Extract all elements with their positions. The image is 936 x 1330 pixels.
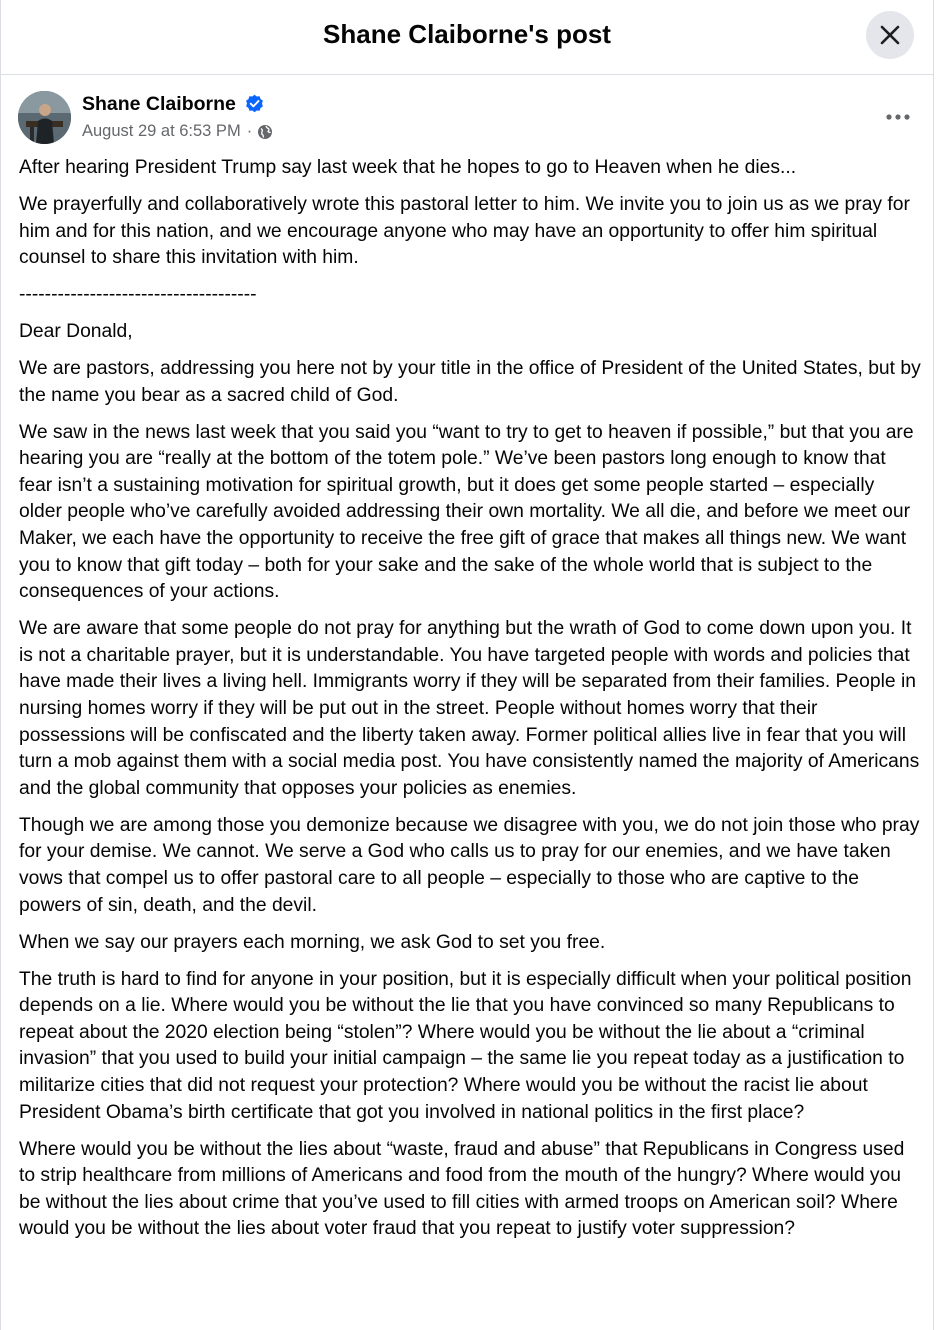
- post-paragraph: Where would you be without the lies about “waste, fraud and abuse” that Republicans in Congress used to strip healthcare from millions of Americans and food from the mouth of the hungry? Where would you be without the lies about crime that you’ve used to fill cities with armed troops on American soil? Where would you be without the lies about voter fraud that you repeat to justify voter suppression?: [19, 1138, 905, 1240]
- post-timestamp[interactable]: August 29 at 6:53 PM: [82, 122, 241, 140]
- more-options-icon: [885, 113, 911, 121]
- avatar-image: [18, 91, 71, 144]
- post-paragraph: We prayerfully and collaboratively wrote this pastoral letter to him. We invite you to join us as we pray for him and for this nation, and we encourage anyone who may have an opportunity to offer him spiritual counsel to share this invitation with him.: [19, 193, 910, 269]
- post-paragraph: We are aware that some people do not pray for anything but the wrath of God to come down upon you. It is not a charitable prayer, but it is understandable. You have targeted people with words and policies that have made their lives a living hell. Immigrants worry if they will be separated from their families. People in nursing homes worry if they will be put out in the street. People without homes worry that their possessions will be confiscated and the liberty taken away. Former political allies live in fear that you will turn a mob against them with a social media post. You have consistently named the majority of Americans and the global community that opposes your policies as enemies.: [19, 618, 920, 799]
- post-paragraph: -------------------------------------: [19, 284, 257, 306]
- post-paragraph: When we say our prayers each morning, we ask God to set you free.: [19, 931, 606, 953]
- dialog-title: Shane Claiborne's post: [323, 19, 611, 49]
- close-button[interactable]: [866, 11, 914, 59]
- meta-separator: ·: [246, 122, 253, 140]
- more-options-button[interactable]: [878, 101, 918, 133]
- author-name[interactable]: Shane Claiborne: [82, 93, 236, 115]
- post-body: [19, 155, 921, 1253]
- post-paragraph: The truth is hard to find for anyone in your position, but it is especially difficult when your political position depends on a lie. Where would you be without the lie that you have convinced so many Republicans to repeat about the 2020 election being “stolen”? Where would you be without the lie about a “criminal invasion” that you used to build your initial campaign – the same lie you repeat today as a justification to militarize cities that did not request your protection? Where would you be without the racist lie about President Obama’s birth certificate that got you involved in national politics in the first place?: [19, 968, 912, 1123]
- close-icon: [879, 24, 901, 46]
- verified-badge-icon: [245, 94, 264, 113]
- post-paragraph: We saw in the news last week that you said you “want to try to get to heaven if possible,” but that you are hearing you are “really at the bottom of the totem pole.” We’ve been pastors long enough to know that fear isn’t a sustaining motivation for spiritual growth, but it does get some people started – especially older people who’ve carefully avoided addressing their own mortality. We all die, and before we meet our Maker, we each have the opportunity to receive the free gift of grace that makes all things new. We want you to know that gift today – both for your sake and the sake of the whole world that is subject to the consequences of your actions.: [19, 421, 914, 603]
- post-author-row: [18, 91, 918, 147]
- post-paragraph: We are pastors, addressing you here not by your title in the office of President of the United States, but by the name you bear as a sacred child of God.: [19, 358, 921, 406]
- dialog-header: [1, 0, 933, 75]
- post-paragraph: Dear Donald,: [19, 321, 133, 343]
- avatar[interactable]: [18, 91, 71, 144]
- post-paragraph: Though we are among those you demonize because we disagree with you, we do not join those who pray for your demise. We cannot. We serve a God who calls us to pray for our enemies, and we have taken vows that compel us to offer pastoral care to all people – especially to those who are captive to the powers of sin, death, and the devil.: [19, 814, 920, 916]
- post-meta: [82, 122, 273, 141]
- post-paragraph: After hearing President Trump say last week that he hopes to go to Heaven when he dies...: [19, 157, 797, 178]
- globe-icon[interactable]: [257, 124, 273, 140]
